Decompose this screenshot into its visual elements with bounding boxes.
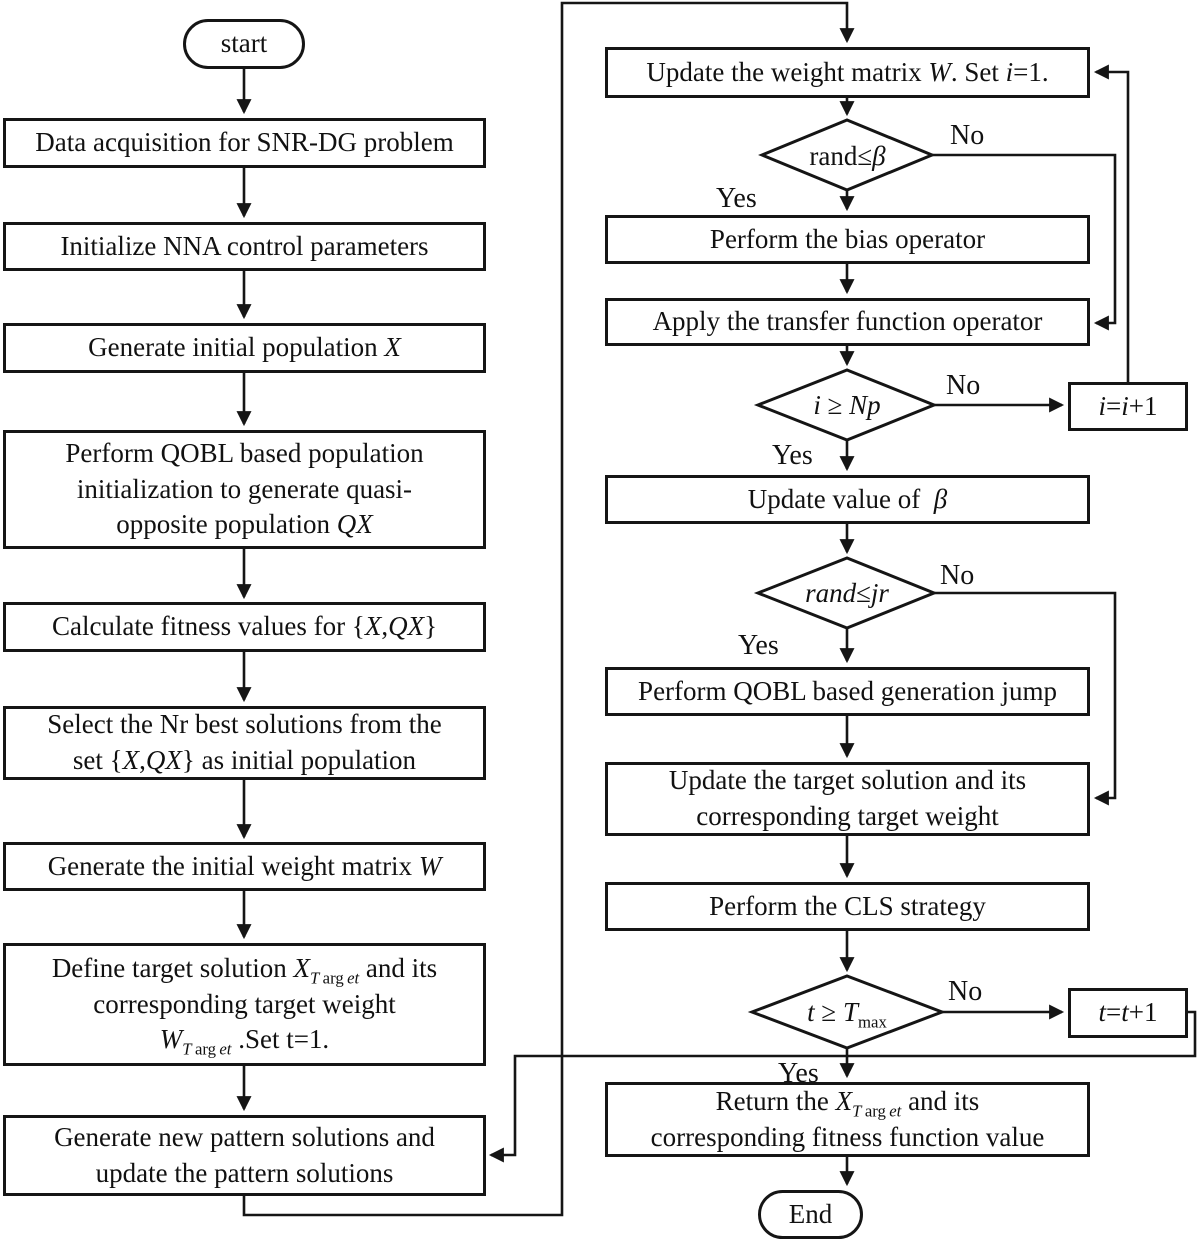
branch-label-tmax-yes: Yes <box>778 1058 819 1089</box>
branch-label-jr-yes: Yes <box>738 630 779 661</box>
node-bias-operator: Perform the bias operator <box>605 215 1090 264</box>
node-qobl-generation-jump: Perform QOBL based generation jump <box>605 667 1090 716</box>
node-update-weight-matrix: Update the weight matrix W. Set i=1. <box>605 47 1090 98</box>
branch-label-jr-no: No <box>940 560 975 591</box>
node-generate-pattern-solutions: Generate new pattern solutions and update the pattern solutions <box>3 1115 486 1196</box>
node-define-target-solution: Define target solution $X_{T arg et}$ and its corresponding target weight $W_{T arg et}$ .Set t=1. <box>3 943 486 1066</box>
node-update-beta: Update value of β <box>605 475 1090 524</box>
node-transfer-function-operator: Apply the transfer function operator <box>605 298 1090 346</box>
arrow-inc-i-to-update-weight <box>1096 72 1128 382</box>
node-generate-population: Generate initial population X <box>3 323 486 373</box>
decision-t-tmax-label: $t \ge T_{max}$ <box>807 996 887 1031</box>
node-increment-i: i=i+1 <box>1068 382 1188 431</box>
node-start: start <box>183 19 305 69</box>
decision-i-np-label: i ≥ Np <box>813 389 881 420</box>
branch-label-tmax-no: No <box>948 976 983 1007</box>
node-select-nr-best: Select the Nr best solutions from the set {X,QX} as initial population <box>3 706 486 780</box>
branch-label-beta-yes: Yes <box>716 183 757 214</box>
node-update-target-solution: Update the target solution and its corresponding target weight <box>605 762 1090 836</box>
branch-label-np-no: No <box>946 370 981 401</box>
node-calculate-fitness: Calculate fitness values for {X,QX} <box>3 602 486 652</box>
branch-label-np-yes: Yes <box>772 440 813 471</box>
node-increment-t: t=t+1 <box>1068 988 1188 1038</box>
decision-rand-beta-label: rand≤β <box>809 140 886 171</box>
node-return-target: Return the $X_{T arg et}$ and its corresponding fitness function value <box>605 1082 1090 1157</box>
node-qobl-initialization: Perform QOBL based population initialization to generate quasi- opposite population QX <box>3 430 486 549</box>
node-initialize-nna: Initialize NNA control parameters <box>3 222 486 271</box>
node-cls-strategy: Perform the CLS strategy <box>605 882 1090 931</box>
branch-label-beta-no: No <box>950 120 985 151</box>
decision-rand-jr-label: rand≤jr <box>805 577 889 608</box>
node-data-acquisition: Data acquisition for SNR-DG problem <box>3 118 486 168</box>
node-end: End <box>758 1190 863 1239</box>
node-generate-weight-matrix: Generate the initial weight matrix W <box>3 842 486 891</box>
